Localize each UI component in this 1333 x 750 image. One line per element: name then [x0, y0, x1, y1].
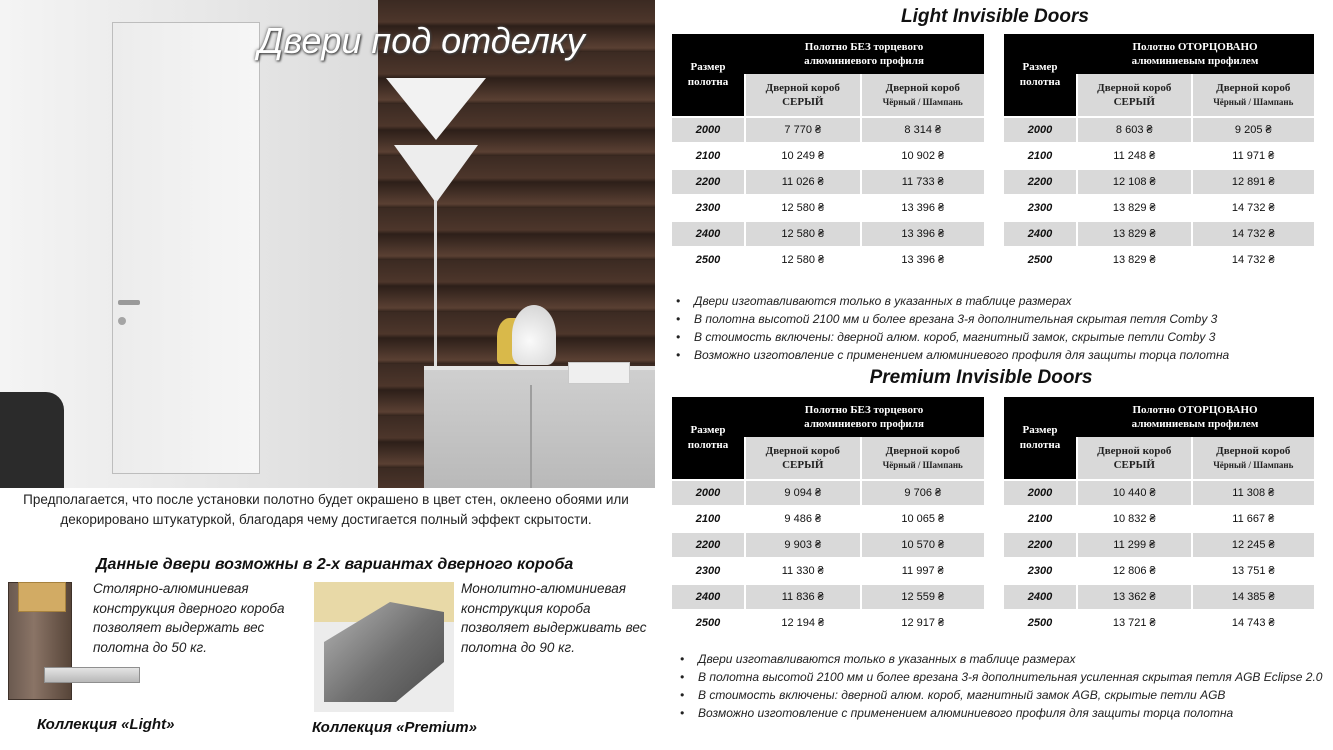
grey-price-cell: 13 829 ₴: [1076, 194, 1191, 220]
table-row: [672, 220, 984, 246]
size-header: [1004, 397, 1076, 479]
size-cell: 2500: [672, 246, 744, 272]
size-cell: 2100: [672, 142, 744, 168]
size-header-line2: полотна: [687, 76, 729, 88]
black-header-line2: Чёрный / Шампань: [882, 460, 963, 470]
table-row: [672, 557, 984, 583]
size-cell: 2200: [672, 168, 744, 194]
size-cell: 2100: [1004, 505, 1076, 531]
size-header-line2: полотна: [687, 439, 729, 451]
black-price-cell: 12 245 ₴: [1191, 531, 1314, 557]
black-price-cell: 14 732 ₴: [1191, 220, 1314, 246]
grey-price-cell: 12 108 ₴: [1076, 168, 1191, 194]
table-row: [672, 479, 984, 505]
grey-header-line2: СЕРЫЙ: [1113, 459, 1155, 471]
light-price-table-without-profile: [672, 34, 984, 272]
without-profile-header: [744, 397, 984, 437]
grey-price-cell: 11 026 ₴: [744, 168, 860, 194]
table-row: [1004, 168, 1314, 194]
note-item: • В полотна высотой 2100 мм и более врезана 3-я дополнительная скрытая петля Comby 3: [672, 310, 1332, 328]
premium-price-table-with-profile: [1004, 397, 1314, 635]
table-row: [1004, 557, 1314, 583]
black-header-line1: Дверной короб: [885, 82, 960, 94]
grey-frame-header: [744, 74, 860, 116]
grey-price-cell: 12 194 ₴: [744, 609, 860, 635]
note-item: • В стоимость включены: дверной алюм. короб, магнитный замок AGB, скрытые петли AGB: [676, 686, 1332, 704]
light-notes-list: [672, 292, 1332, 364]
grey-price-cell: 11 299 ₴: [1076, 531, 1191, 557]
variants-title: Данные двери возможны в 2-х вариантах дверного короба: [96, 556, 574, 573]
black-price-cell: 14 743 ₴: [1191, 609, 1314, 635]
size-header-line2: полотна: [1019, 76, 1061, 88]
size-header: [672, 34, 744, 116]
grey-header-line1: Дверной короб: [765, 445, 840, 457]
size-header-line2: полотна: [1019, 439, 1061, 451]
light-frame-image: [8, 582, 88, 707]
black-price-cell: 12 917 ₴: [860, 609, 984, 635]
grey-price-cell: 10 832 ₴: [1076, 505, 1191, 531]
table-row: [672, 531, 984, 557]
table-row: [1004, 583, 1314, 609]
armchair: [0, 392, 64, 488]
note-item: • В полотна высотой 2100 мм и более врезана 3-я дополнительная усиленная скрытая петля AGB Eclipse 2.0: [676, 668, 1332, 686]
black-header-line1: Дверной короб: [1216, 445, 1291, 457]
black-header-line2: Чёрный / Шампань: [1213, 460, 1294, 470]
black-price-cell: 14 732 ₴: [1191, 246, 1314, 272]
size-cell: 2300: [1004, 557, 1076, 583]
table-row: [672, 142, 984, 168]
size-cell: 2100: [1004, 142, 1076, 168]
light-collection-text: Столярно-алюминиевая конструкция дверного короба позволяет выдержать вес полотна до 50 кг.: [93, 581, 285, 655]
black-header-line1: Дверной короб: [1216, 82, 1291, 94]
size-header-line1: Размер: [1022, 424, 1058, 436]
with-header-line2: алюминиевым профилем: [1131, 55, 1259, 67]
size-cell: 2400: [1004, 583, 1076, 609]
grey-price-cell: 13 362 ₴: [1076, 583, 1191, 609]
table-row: [1004, 609, 1314, 635]
without-header-line1: Полотно БЕЗ торцевого: [804, 404, 924, 416]
description-text: Предполагается, что после установки полотно будет окрашено в цвет стен, оклеено обоями или декорировано штукатуркой, благодаря чему достигается полный эффект скрытости.: [23, 492, 629, 527]
black-price-cell: 11 733 ₴: [860, 168, 984, 194]
note-item: • Возможно изготовление с применением алюминиевого профиля для защиты торца полотна: [672, 346, 1332, 364]
black-price-cell: 11 667 ₴: [1191, 505, 1314, 531]
grey-price-cell: 9 903 ₴: [744, 531, 860, 557]
door-handle: [118, 300, 140, 305]
table-row: [1004, 505, 1314, 531]
black-frame-header: [1191, 74, 1314, 116]
size-cell: 2200: [1004, 168, 1076, 194]
grey-price-cell: 12 580 ₴: [744, 220, 860, 246]
grey-price-cell: 11 330 ₴: [744, 557, 860, 583]
size-cell: 2300: [672, 194, 744, 220]
grey-price-cell: 12 580 ₴: [744, 194, 860, 220]
premium-section-title: Premium Invisible Doors: [869, 367, 1093, 388]
book: [568, 362, 630, 384]
hidden-door-illustration: [112, 22, 260, 474]
without-header-line2: алюминиевого профиля: [804, 55, 924, 67]
grey-price-cell: 10 440 ₴: [1076, 479, 1191, 505]
black-price-cell: 9 706 ₴: [860, 479, 984, 505]
door-lock: [118, 317, 126, 325]
size-cell: 2300: [672, 557, 744, 583]
hero-photo: [0, 0, 655, 488]
grey-price-cell: 10 249 ₴: [744, 142, 860, 168]
note-item: • Двери изготавливаются только в указанных в таблице размерах: [676, 650, 1332, 668]
premium-collection-text: Монолитно-алюминиевая конструкция короба позволяет выдерживать вес полотна до 90 кг.: [461, 581, 647, 655]
black-header-line1: Дверной короб: [885, 445, 960, 457]
with-profile-header: [1076, 34, 1314, 74]
black-price-cell: 13 396 ₴: [860, 246, 984, 272]
size-cell: 2500: [1004, 609, 1076, 635]
note-item: • В стоимость включены: дверной алюм. короб, магнитный замок, скрытые петли Comby 3: [672, 328, 1332, 346]
size-cell: 2100: [672, 505, 744, 531]
black-price-cell: 10 570 ₴: [860, 531, 984, 557]
size-cell: 2400: [672, 220, 744, 246]
table-row: [1004, 246, 1314, 272]
size-cell: 2200: [1004, 531, 1076, 557]
grey-header-line2: СЕРЫЙ: [782, 459, 824, 471]
black-price-cell: 11 971 ₴: [1191, 142, 1314, 168]
grey-price-cell: 7 770 ₴: [744, 116, 860, 142]
grey-price-cell: 9 486 ₴: [744, 505, 860, 531]
black-price-cell: 8 314 ₴: [860, 116, 984, 142]
table-row: [672, 609, 984, 635]
grey-frame-header: [744, 437, 860, 479]
with-header-line2: алюминиевым профилем: [1131, 418, 1259, 430]
grey-header-line2: СЕРЫЙ: [1113, 96, 1155, 108]
black-price-cell: 12 891 ₴: [1191, 168, 1314, 194]
premium-collection-label: Коллекция «Premium»: [312, 719, 477, 736]
size-header-line1: Размер: [690, 61, 726, 73]
grey-price-cell: 11 248 ₴: [1076, 142, 1191, 168]
aluminium-strip: [44, 667, 140, 683]
table-row: [1004, 220, 1314, 246]
grey-frame-header: [1076, 74, 1191, 116]
table-row: [672, 583, 984, 609]
black-price-cell: 13 396 ₴: [860, 194, 984, 220]
black-price-cell: 9 205 ₴: [1191, 116, 1314, 142]
hero-title: Двери под отделку: [258, 20, 585, 61]
light-section-title: Light Invisible Doors: [901, 6, 1089, 27]
table-row: [1004, 479, 1314, 505]
grey-price-cell: 13 829 ₴: [1076, 220, 1191, 246]
size-header: [672, 397, 744, 479]
grey-header-line1: Дверной короб: [1097, 82, 1172, 94]
size-header-line1: Размер: [690, 424, 726, 436]
black-price-cell: 11 997 ₴: [860, 557, 984, 583]
grey-price-cell: 13 721 ₴: [1076, 609, 1191, 635]
without-header-line1: Полотно БЕЗ торцевого: [804, 41, 924, 53]
table-row: [672, 168, 984, 194]
note-item: • Двери изготавливаются только в указанных в таблице размерах: [672, 292, 1332, 310]
size-cell: 2000: [672, 116, 744, 142]
floor-lamp-shade-top: [386, 78, 486, 140]
table-row: [1004, 116, 1314, 142]
grey-price-cell: 13 829 ₴: [1076, 246, 1191, 272]
grey-price-cell: 8 603 ₴: [1076, 116, 1191, 142]
premium-frame-image: [314, 582, 454, 712]
premium-notes-list: [676, 650, 1332, 722]
with-header-line1: Полотно ОТОРЦОВАНО: [1132, 404, 1258, 416]
table-row: [1004, 194, 1314, 220]
size-cell: 2200: [672, 531, 744, 557]
without-profile-header: [744, 34, 984, 74]
table-row: [672, 194, 984, 220]
table-row: [1004, 142, 1314, 168]
black-price-cell: 11 308 ₴: [1191, 479, 1314, 505]
black-price-cell: 13 751 ₴: [1191, 557, 1314, 583]
size-header-line1: Размер: [1022, 61, 1058, 73]
black-header-line2: Чёрный / Шампань: [882, 97, 963, 107]
grey-header-line1: Дверной короб: [1097, 445, 1172, 457]
size-cell: 2400: [1004, 220, 1076, 246]
grey-frame-header: [1076, 437, 1191, 479]
grey-price-cell: 12 806 ₴: [1076, 557, 1191, 583]
with-profile-header: [1076, 397, 1314, 437]
black-header-line2: Чёрный / Шампань: [1213, 97, 1294, 107]
black-price-cell: 14 732 ₴: [1191, 194, 1314, 220]
grey-header-line2: СЕРЫЙ: [782, 96, 824, 108]
table-row: [672, 505, 984, 531]
black-price-cell: 13 396 ₴: [860, 220, 984, 246]
black-frame-header: [860, 74, 984, 116]
grey-price-cell: 11 836 ₴: [744, 583, 860, 609]
without-header-line2: алюминиевого профиля: [804, 418, 924, 430]
grey-header-line1: Дверной короб: [765, 82, 840, 94]
table-row: [672, 246, 984, 272]
with-header-line1: Полотно ОТОРЦОВАНО: [1132, 41, 1258, 53]
white-vase: [512, 305, 556, 365]
size-cell: 2500: [672, 609, 744, 635]
floor-lamp-shade-bottom: [394, 145, 478, 203]
size-cell: 2000: [1004, 116, 1076, 142]
black-price-cell: 10 902 ₴: [860, 142, 984, 168]
size-cell: 2000: [672, 479, 744, 505]
table-row: [1004, 531, 1314, 557]
black-frame-header: [1191, 437, 1314, 479]
black-frame-header: [860, 437, 984, 479]
grey-price-cell: 9 094 ₴: [744, 479, 860, 505]
sideboard: [424, 366, 655, 488]
premium-price-table-without-profile: [672, 397, 984, 635]
black-price-cell: 12 559 ₴: [860, 583, 984, 609]
size-header: [1004, 34, 1076, 116]
light-collection-label: Коллекция «Light»: [37, 716, 175, 733]
size-cell: 2500: [1004, 246, 1076, 272]
table-row: [672, 116, 984, 142]
grey-price-cell: 12 580 ₴: [744, 246, 860, 272]
sideboard-seam: [530, 385, 532, 488]
black-price-cell: 10 065 ₴: [860, 505, 984, 531]
size-cell: 2400: [672, 583, 744, 609]
size-cell: 2000: [1004, 479, 1076, 505]
wood-cut-face: [18, 582, 66, 612]
note-item: • Возможно изготовление с применением алюминиевого профиля для защиты торца полотна: [676, 704, 1332, 722]
light-price-table-with-profile: [1004, 34, 1314, 272]
black-price-cell: 14 385 ₴: [1191, 583, 1314, 609]
size-cell: 2300: [1004, 194, 1076, 220]
